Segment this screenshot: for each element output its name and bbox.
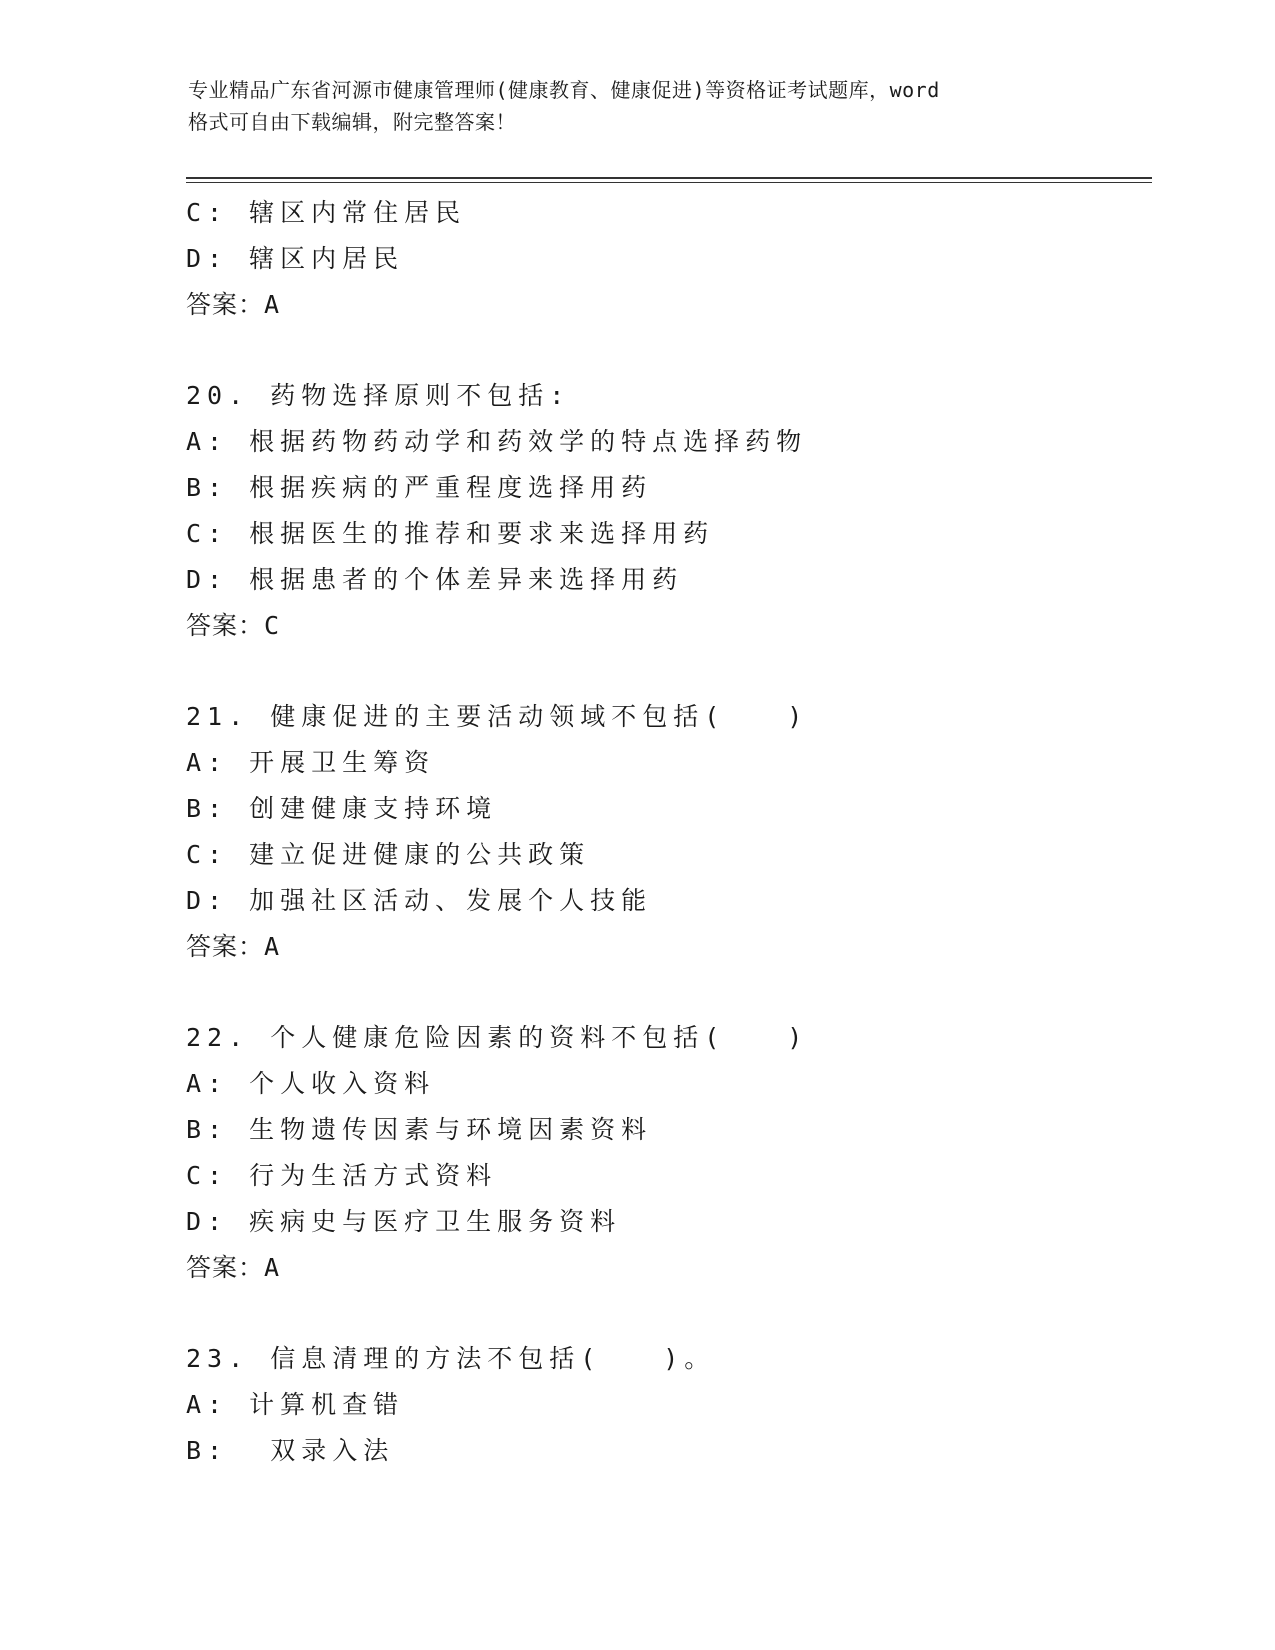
option-d: D: 加强社区活动、发展个人技能 [186,886,653,915]
answer: 答案：A [186,1253,281,1282]
question-stem: 21. 健康促进的主要活动领域不包括( ) [186,702,809,731]
answer: 答案：A [186,932,281,961]
option-c: C: 行为生活方式资料 [186,1161,498,1190]
question-list [186,190,1152,1474]
option-c: C: 建立促进健康的公共政策 [186,840,591,869]
option-b: B: 双录入法 [186,1436,395,1465]
question-block-23 [186,1336,1152,1474]
option-d: D: 根据患者的个体差异来选择用药 [186,565,684,594]
question-block-21 [186,694,1152,970]
option-c: C: 辖区内常住居民 [186,198,467,227]
question-block-22 [186,1015,1152,1291]
header-divider-thick [186,177,1152,179]
question-stem: 23. 信息清理的方法不包括( )。 [186,1344,716,1373]
question-stem: 22. 个人健康危险因素的资料不包括( ) [186,1023,809,1052]
option-d: D: 疾病史与医疗卫生服务资料 [186,1207,622,1236]
question-block-20 [186,373,1152,649]
header-divider-thin [186,182,1152,183]
document-header [188,74,1088,138]
question-stem: 20. 药物选择原则不包括: [186,381,571,410]
option-a: A: 开展卫生筹资 [186,748,436,777]
header-line-2: 格式可自由下载编辑，附完整答案！ [188,110,516,134]
option-b: B: 创建健康支持环境 [186,794,498,823]
question-block-19 [186,190,1152,328]
answer: 答案：A [186,290,281,319]
option-b: B: 生物遗传因素与环境因素资料 [186,1115,653,1144]
option-a: A: 根据药物药动学和药效学的特点选择药物 [186,427,808,456]
header-line-1: 专业精品广东省河源市健康管理师(健康教育、健康促进)等资格证考试题库，word [188,78,940,102]
option-a: A: 个人收入资料 [186,1069,436,1098]
option-c: C: 根据医生的推荐和要求来选择用药 [186,519,715,548]
option-a: A: 计算机查错 [186,1390,405,1419]
answer: 答案：C [186,611,281,640]
option-b: B: 根据疾病的严重程度选择用药 [186,473,653,502]
option-d: D: 辖区内居民 [186,244,405,273]
